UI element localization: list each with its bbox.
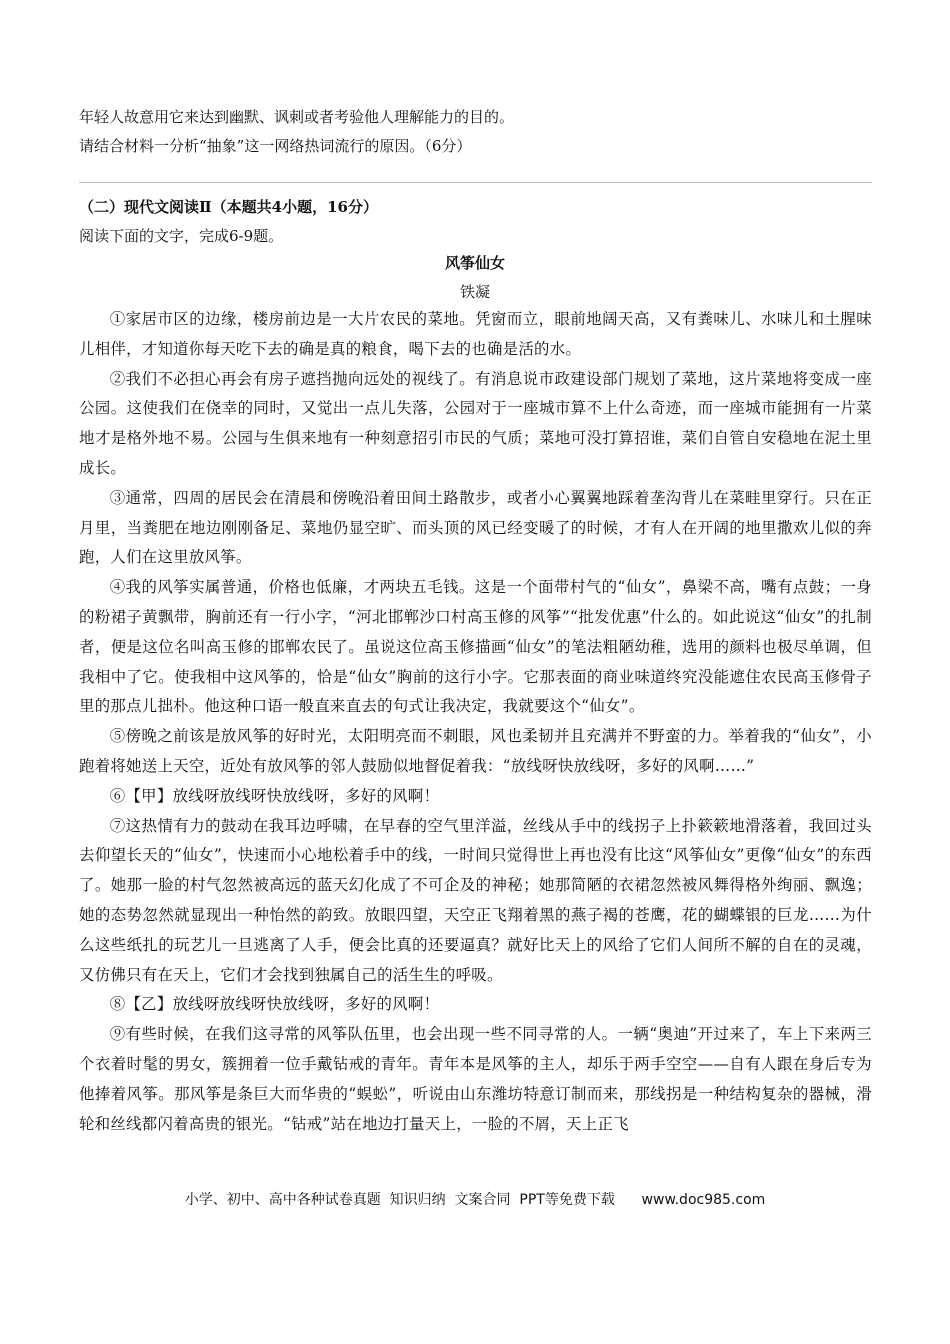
article-paragraph-5: ⑤傍晚之前该是放风筝的好时光，太阳明亮而不刺眼，风也柔韧并且充满并不野蛮的力。举着我的“仙女”，小跑着将她送上天空，近处有放风筝的邻人鼓励似地督促着我：“放线呀快放线呀，多好的风啊……” [79, 727, 872, 775]
article-author: 铁凝 [459, 283, 490, 301]
article-paragraph-7: ⑦这热情有力的鼓动在我耳边呼啸，在早春的空气里洋溢，丝线从手中的线拐子上扑簌簌地滑落着，我回过头去仰望长天的“仙女”，快速而小心地松着手中的线，一时间只觉得世上再也没有比这“风筝仙女”更像“仙女”的东西了。她那一脸的村气忽然被高远的蓝天幻化成了不可企及的神秘；她那简陋的衣裙忽然被风舞得格外绚丽、飘逸；她的态势忽然就显现出一种怡然的韵致。放眼四望，天空正飞翔着黑的燕子褐的苍鹰，花的蝴蝶银的巨龙……为什么这些纸扎的玩艺儿一旦逃离了人手，便会比真的还要逼真？就好比天上的风给了它们人间所不解的自在的灵魂，又仿佛只有在天上，它们才会找到独属自己的活生生的呼吸。 [79, 816, 872, 984]
article-paragraph-4: ④我的风筝实属普通，价格也低廉，才两块五毛钱。这是一个面带村气的“仙女”，鼻梁不高，嘴有点鼓；一身的粉裙子黄飘带，胸前还有一行小字，“河北邯郸沙口村高玉修的风筝”“批发优惠”什么的。如此说这“仙女”的扎制者，便是这位名叫高玉修的邯郸农民了。虽说这位高玉修描画“仙女”的笔法粗陋幼稚，选用的颜料也极尽单调，但我相中了它。使我相中这风筝的，恰是“仙女”胸前的这行小字。它那表面的商业味道终究没能遮住农民高玉修骨子里的那点儿拙朴。他这种口语一般直来直去的句式让我决定，我就要这个“仙女”。 [79, 578, 872, 716]
article-paragraph-8: ⑧【乙】放线呀放线呀快放线呀，多好的风啊！ [109, 995, 440, 1014]
article-paragraph-3: ③通常，四周的居民会在清晨和傍晚沿着田间土路散步，或者小心翼翼地踩着垄沟背儿在菜畦里穿行。只在正月里，当粪肥在地边刚刚备足、菜地仍显空旷、而头顶的风已经变暖了的时候，才有人在开阔的地里撒欢儿似的奔跑，人们在这里放风筝。 [79, 488, 872, 567]
section-heading: （二）现代文阅读Ⅱ（本题共4小题，16分） [79, 198, 378, 216]
article-paragraph-9: ⑨有些时候，在我们这寻常的风筝队伍里，也会出现一些不同寻常的人。一辆“奥迪”开过来了，车上下来两三个衣着时髦的男女，簇拥着一位手戴钻戒的青年。青年本是风筝的主人，却乐于两手空空——自有人跟在身后专为他捧着风筝。那风筝是条巨大而华贵的“蜈蚣”，听说由山东潍坊特意订制而来，那线拐是一种结构复杂的器械，滑轮和丝线都闪着高贵的银光。“钻戒”站在地边打量天上，一脸的不屑，天上正飞 [79, 1025, 872, 1133]
question-prompt-line: 请结合材料一分析“抽象”这一网络热词流行的原因。（6分） [79, 137, 472, 155]
article-title: 风筝仙女 [444, 254, 505, 272]
reading-instruction: 阅读下面的文字，完成6-9题。 [79, 227, 284, 245]
article-paragraph-2: ②我们不必担心再会有房子遮挡抛向远处的视线了。有消息说市政建设部门规划了菜地，这片菜地将变成一座公园。这使我们在侥幸的同时，又觉出一点儿失落，公园对于一座城市算不上什么奇迹，而一座城市能拥有一片菜地才是格外地不易。公园与生俱来地有一种刻意招引市民的气质；菜地可没打算招谁，菜们自管自安稳地在泥土里成长。 [79, 369, 872, 477]
article-body [79, 305, 872, 1139]
question-context-line: 年轻人故意用它来达到幽默、讽刺或者考验他人理解能力的目的。 [79, 108, 515, 126]
article-paragraph-1: ①家居市区的边缘，楼房前边是一大片农民的菜地。凭窗而立，眼前地阔天高，又有粪味儿、水味儿和土腥味儿相伴，才知道你每天吃下去的确是真的粮食，喝下去的也确是活的水。 [79, 310, 872, 358]
page-footer: 小学、初中、高中各种试卷真题 知识归纳 文案合同 PPT等免费下载 www.doc985.com [184, 1192, 766, 1208]
section-divider [79, 182, 872, 183]
article-paragraph-6: ⑥【甲】放线呀放线呀快放线呀，多好的风啊！ [109, 786, 440, 805]
